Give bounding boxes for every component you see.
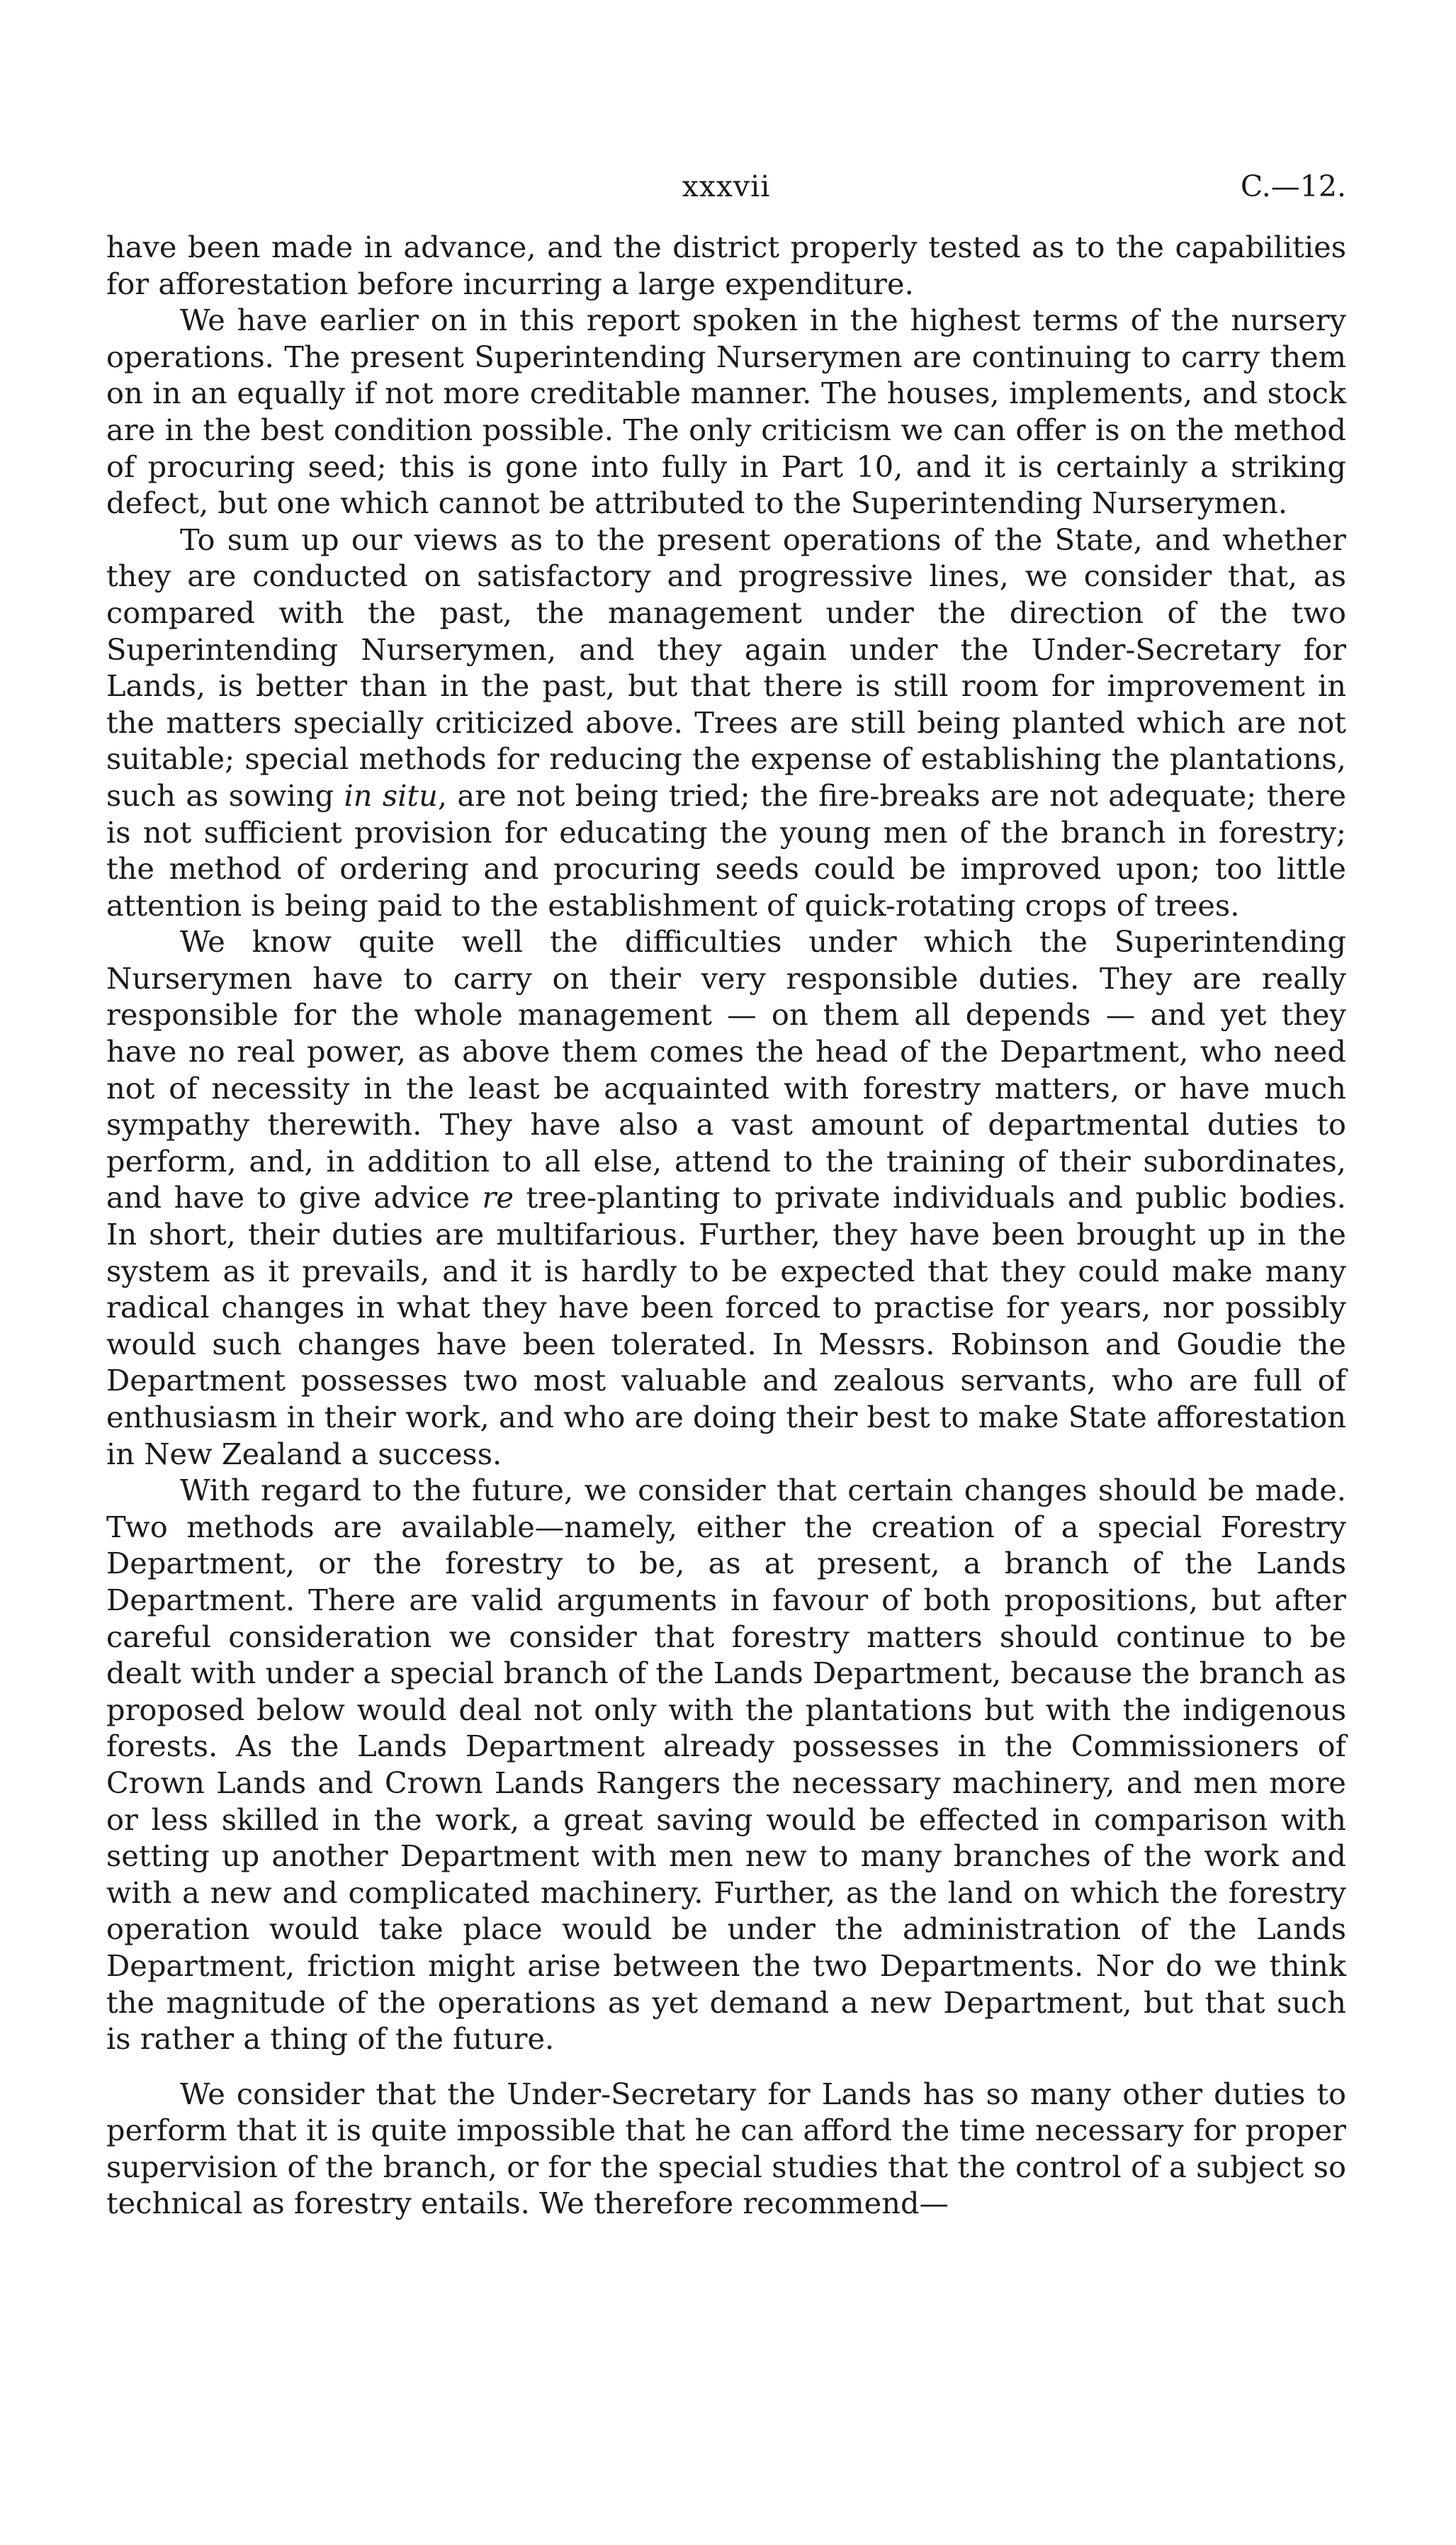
- paragraph-future-changes: With regard to the future, we consider that certain changes should be made. Two methods are available—namely, either the creation of a special Forestry Department, or the forestry to be, as at present, a branch of the Lands Department. There are valid arguments in favour of both propositions, but after careful consideration we consider that forestry matters should continue to be dealt with under a special branch of the Lands Department, because the branch as proposed below would deal not only with the plantations but with the indigenous forests. As the Lands Department already possesses in the Commissioners of Crown Lands and Crown Lands Rangers the necessary machinery, and men more or less skilled in the work, a great saving would be effected in comparison with setting up another Department with men new to many branches of the work and with a new and complicated machinery. Further, as the land on which the forestry operation would take place would be under the administration of the Lands Department, friction might arise between the two Departments. Nor do we think the magnitude of the operations as yet demand a new Department, but that such is rather a thing of the future.: [106, 1473, 1346, 2057]
- italic-phrase: in situ: [344, 777, 438, 813]
- paragraph-nursery-operations: We have earlier on in this report spoken in the highest terms of the nursery operations. The present Superintending Nurserymen are continuing to carry them on in an equally if not more creditable manner. The houses, implements, and stock are in the best condition possible. The only criticism we can offer is on the method of procuring seed; this is gone into fully in Part 10, and it is certainly a striking defect, but one which cannot be attributed to the Superintending Nurserymen.: [106, 303, 1346, 521]
- document-reference: C.—12.: [1240, 169, 1346, 203]
- paragraph-text: , are not being tried; the fire-breaks are not adequate; there is not sufficient provision for educating the young men of the branch in forestry; the method of ordering and procuring seeds could be improved upon; too little attention is being paid to the establishment of quick-rotating crops of trees.: [106, 777, 1347, 923]
- report-body: [106, 229, 1346, 2222]
- paragraph-text: We know quite well the difficulties under which the Superintending Nurserymen have to carry on their very responsible duties. They are really responsible for the whole management — on them all depends — and yet they have no real power, as above them comes the head of the Department, who need not of necessity in the least be acquainted with forestry matters, or have much sympathy therewith. They have also a vast amount of departmental duties to perform, and, in addition to all else, attend to the training of their subordinates, and have to give advice: [106, 924, 1346, 1215]
- page-number: xxxvii: [682, 169, 771, 203]
- paragraph-superintending-nurserymen: [106, 923, 1346, 1472]
- paragraph-summary-of-views: [106, 522, 1346, 924]
- page-header: [106, 162, 1346, 211]
- paragraph-continued: have been made in advance, and the district properly tested as to the capabilities for afforestation before incurring a large expenditure.: [106, 230, 1346, 301]
- paragraph-text: tree-planting to private individuals and public bodies. In short, their duties are multifarious. Further, they have been brought up in the system as it prevails, and it is hardly to be expected that they could make many radical changes in what they have been forced to practise for years, nor possibly would such changes have been tolerated. In Messrs. Robinson and Goudie the Department possesses two most valuable and zealous servants, who are full of enthusiasm in their work, and who are doing their best to make State afforestation in New Zealand a success.: [106, 1180, 1346, 1471]
- paragraph-recommendation: We consider that the Under-Secretary for Lands has so many other duties to perform that it is quite impossible that he can afford the time necessary for proper supervision of the branch, or for the special studies that the control of a subject so technical as forestry entails. We therefore recommend—: [106, 2076, 1346, 2221]
- italic-phrase: re: [482, 1180, 514, 1215]
- paragraph-text: To sum up our views as to the present operations of the State, and whether they are conducted on satisfactory and progressive lines, we consider that, as compared with the past, the management under the direction of the two Superintending Nurserymen, and they again under the Under-Secretary for Lands, is better than in the past, but that there is still room for improvement in the matters specially criticized above. Trees are still being planted which are not suitable; special methods for reducing the expense of establishing the plantations, such as sowing: [106, 522, 1346, 813]
